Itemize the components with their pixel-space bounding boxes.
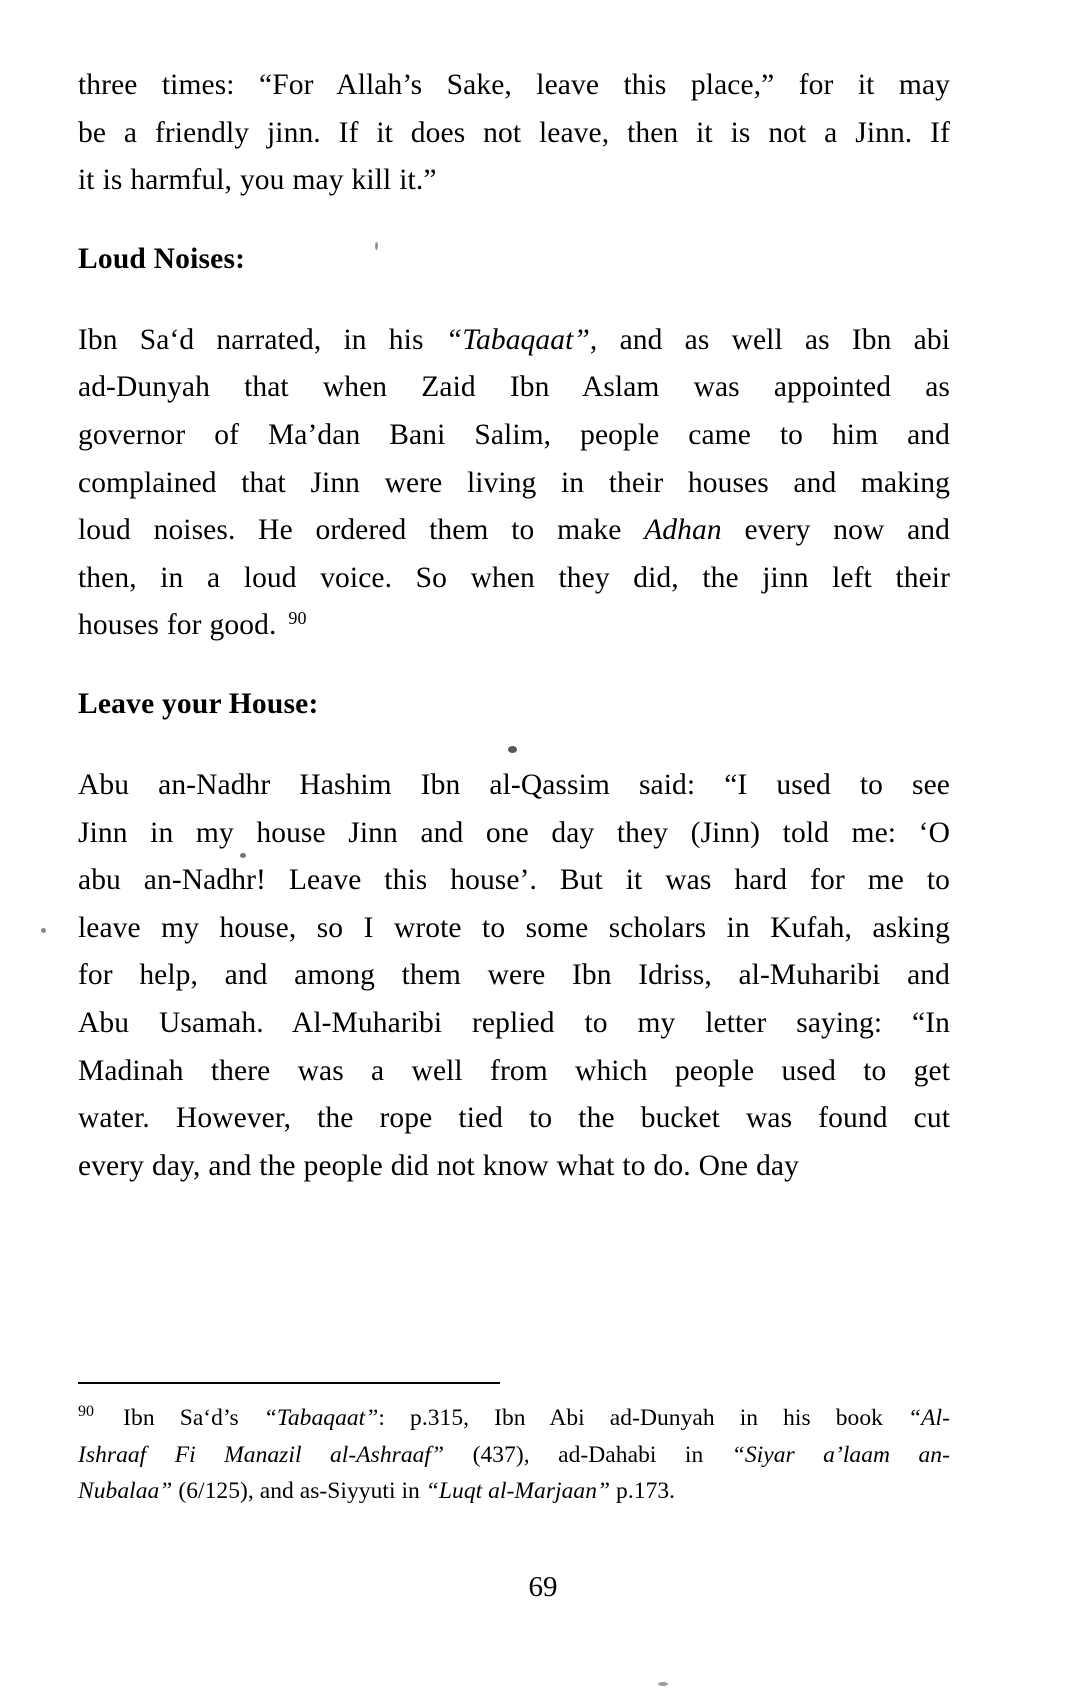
- text-line: governor of Ma’dan Bani Salim, people came to him and: [78, 418, 950, 451]
- text-line: it is harmful, you may kill it.”: [78, 164, 437, 197]
- paragraph-two: [78, 317, 950, 650]
- scan-speck: [240, 853, 246, 858]
- footnote-block: [78, 1382, 950, 1510]
- footnote-line: [78, 1473, 950, 1510]
- text-line: complained that Jinn were living in their houses and making: [78, 466, 950, 499]
- text-run-italic: Adhan: [644, 514, 722, 547]
- text-run-italic: “Tabaqaat”: [263, 1405, 379, 1431]
- text-run-italic: “Tabaqaat”: [445, 323, 590, 356]
- text-line: Abu Usamah. Al-Muharibi replied to my letter saying: “In: [78, 1006, 950, 1039]
- text-line: every day, and the people did not know what to do. One day: [78, 1149, 799, 1182]
- scan-speck: [658, 1682, 668, 1686]
- text-line: loud noises. He ordered them to make Adhan every now and: [78, 514, 951, 547]
- section-heading-leave-your-house: Leave your House:: [78, 687, 319, 720]
- spacer: [78, 277, 950, 317]
- text-run: Ibn Saʻd’s: [123, 1405, 264, 1431]
- page-number: 69: [528, 1571, 558, 1603]
- text-line: ad-Dunyah that when Zaid Ibn Aslam was appointed as: [78, 371, 950, 404]
- text-line: leave my house, so I wrote to some scholars in Kufah, asking: [78, 911, 950, 944]
- page-body: [78, 62, 950, 1190]
- text-line: water. However, the rope tied to the bucket was found cut: [78, 1102, 950, 1135]
- text-run-italic: Ishraaf Fi Manazil al-Ashraaf”: [78, 1441, 445, 1468]
- footnote-marker: 90: [288, 607, 307, 628]
- spacer: [78, 722, 950, 762]
- text-run: (437), ad-Dahabi in: [444, 1441, 732, 1468]
- footnote-text: [78, 1400, 950, 1510]
- paragraph-one: [78, 62, 950, 205]
- text-run-italic: “Siyar a’laam an-: [731, 1441, 950, 1468]
- text-line: Jinn in my house Jinn and one day they (Jinn) told me: ʻO: [78, 816, 950, 849]
- spacer: [78, 205, 950, 241]
- text-run-italic: Nubalaa”: [78, 1478, 173, 1504]
- text-run-italic: “Al-: [908, 1405, 950, 1431]
- scan-speck: [508, 746, 517, 753]
- footnote-separator-rule: [78, 1382, 500, 1384]
- text-run-italic: “Luqt al-Marjaan”: [425, 1478, 611, 1504]
- text-line: Ibn Saʻd narrated, in his “Tabaqaat”, and as well as Ibn abi: [78, 323, 950, 356]
- scan-speck: [41, 928, 46, 933]
- paragraph-three: [78, 762, 950, 1190]
- text-line: three times: “For Allah’s Sake, leave this place,” for it may: [78, 69, 950, 101]
- text-run: p.173.: [610, 1478, 676, 1504]
- section-heading-loud-noises: Loud Noises:: [78, 242, 246, 275]
- spacer: [78, 650, 950, 686]
- text-line: Madinah there was a well from which people used to get: [78, 1054, 950, 1087]
- footnote-line: [78, 1437, 950, 1474]
- text-line: be a friendly jinn. If it does not leave, then it is not a Jinn. If: [78, 116, 950, 149]
- scan-speck: [375, 242, 378, 250]
- text-line: Abu an-Nadhr Hashim Ibn al-Qassim said: “I used to see: [78, 768, 950, 801]
- text-line: abu an-Nadhr! Leave this house’. But it was hard for me to: [78, 864, 950, 897]
- footnote-line: [78, 1400, 950, 1437]
- text-line: then, in a loud voice. So when they did, the jinn left their: [78, 561, 950, 594]
- text-line: for help, and among them were Ibn Idriss, al-Muharibi and: [78, 959, 950, 992]
- text-line: houses for good. $^{90}$: [78, 607, 307, 642]
- text-run: Ibn Saʻd narrated, in his: [78, 323, 446, 356]
- text-run: : p.315, Ibn Abi ad-Dunyah in his book: [378, 1405, 908, 1431]
- text-run: (6/125), and as-Siyyuti in: [172, 1478, 426, 1504]
- footnote-number: 90: [78, 1403, 95, 1421]
